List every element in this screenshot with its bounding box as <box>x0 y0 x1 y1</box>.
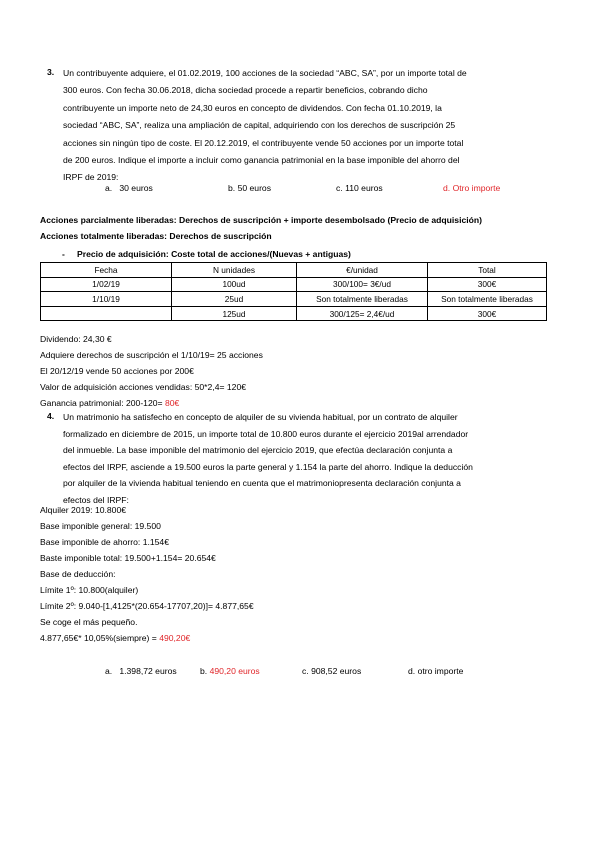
calc-result: 4.877,65€* 10,05%(siempre) = 490,20€ <box>40 633 191 643</box>
question-4-text: Un matrimonio ha satisfecho en concepto de alquiler de su vivienda habitual, por un contrato de alquiler formalizado en diciembre de 2015, un importe total de 10.800 euros durante el ejercicio 2019al arrendador del inmueble. La base imponible del matrimonio del ejercicio 2019, que efectúa declaración conjunta a efectos del IRPF, asciende a 19.500 euros la parte general y 1.154 la parte del ahorro. Indique la deducción por alquiler de la vivienda habitual teniendo en cuenta que el matrimoniopresenta declaración conjunta a efectos del IRPF: <box>63 412 473 505</box>
option-d: d. otro importe <box>408 666 464 676</box>
calc-base-general: Base imponible general: 19.500 <box>40 521 161 531</box>
calc-limite-1: Límite 1º: 10.800(alquiler) <box>40 585 139 595</box>
table-header-row <box>41 263 547 278</box>
calc-base-deduccion: Base de deducción: <box>40 569 116 579</box>
calc-alquiler: Alquiler 2019: 10.800€ <box>40 505 127 515</box>
option-d-correct: d. Otro importe <box>443 183 501 193</box>
acquisition-table <box>40 262 547 321</box>
calc-pequeno: Se coge el más pequeño. <box>40 617 138 627</box>
header-unidades: N unidades <box>172 263 297 278</box>
calc-vende: El 20/12/19 vende 50 acciones por 200€ <box>40 366 194 376</box>
table-row: 1/02/19 100ud 300/100= 3€/ud 300€ <box>41 277 547 292</box>
question-3-text: Un contribuyente adquiere, el 01.02.2019, 100 acciones de la sociedad “ABC, SA”, por un importe total de 300 euros. Con fecha 30.06.2018, dicha sociedad procede a repartir beneficios, cobrando dicho contribuyente un importe neto de 24,30 euros en concepto de dividendos. Con fecha 01.10.2019, la sociedad “ABC, SA”, realiza una ampliación de capital, adquiriendo con los derechos de suscripción 25 acciones sin ningún tipo de coste. El 20.12.2019, el contribuyente vende 50 acciones por un importe total de 200 euros. Indique el importe a incluir como ganancia patrimonial en la base imponible del ahorro del IRPF de 2019: <box>63 68 467 183</box>
calc-dividendo: Dividendo: 24,30 € <box>40 334 112 344</box>
table-row: 125ud 300/125= 2,4€/ud 300€ <box>41 306 547 321</box>
note-parcialmente: Acciones parcialmente liberadas: Derechos de suscripción + importe desembolsado (Precio de adquisición) <box>40 215 482 225</box>
precio-adquisicion: Precio de adquisición: Coste total de acciones/(Nuevas + antiguas) <box>77 249 351 259</box>
option-a: a. 1.398,72 euros <box>105 666 177 676</box>
calc-base-ahorro: Base imponible de ahorro: 1.154€ <box>40 537 169 547</box>
calc-ganancia: Ganancia patrimonial: 200-120= 80€ <box>40 398 180 408</box>
option-a: a. 30 euros <box>105 183 153 193</box>
calc-limite-2: Límite 2º: 9.040-[1,4125*(20.654-17707,20)]= 4.877,65€ <box>40 601 254 611</box>
option-b-correct: 490,20 euros <box>209 666 260 676</box>
note-totalmente: Acciones totalmente liberadas: Derechos de suscripción <box>40 231 272 241</box>
option-c: c. 110 euros <box>336 183 383 193</box>
calc-base-total: Baste imponible total: 19.500+1.154= 20.654€ <box>40 553 216 563</box>
header-total: Total <box>428 263 547 278</box>
header-fecha: Fecha <box>41 263 172 278</box>
question-number: 3. <box>47 67 55 77</box>
calc-valor: Valor de adquisición acciones vendidas: 50*2,4= 120€ <box>40 382 246 392</box>
option-b: b. 490,20 euros <box>200 666 260 676</box>
table-row: 1/10/19 25ud Son totalmente liberadas Son totalmente liberadas <box>41 292 547 307</box>
calc-adquiere: Adquiere derechos de suscripción el 1/10/19= 25 acciones <box>40 350 263 360</box>
option-b: b. 50 euros <box>228 183 272 193</box>
question-number: 4. <box>47 411 55 421</box>
header-euro-unidad: €/unidad <box>297 263 428 278</box>
ganancia-value: 80€ <box>164 398 180 408</box>
bullet-dash: - <box>62 249 65 259</box>
result-value: 490,20€ <box>159 633 191 643</box>
option-c: c. 908,52 euros <box>302 666 362 676</box>
